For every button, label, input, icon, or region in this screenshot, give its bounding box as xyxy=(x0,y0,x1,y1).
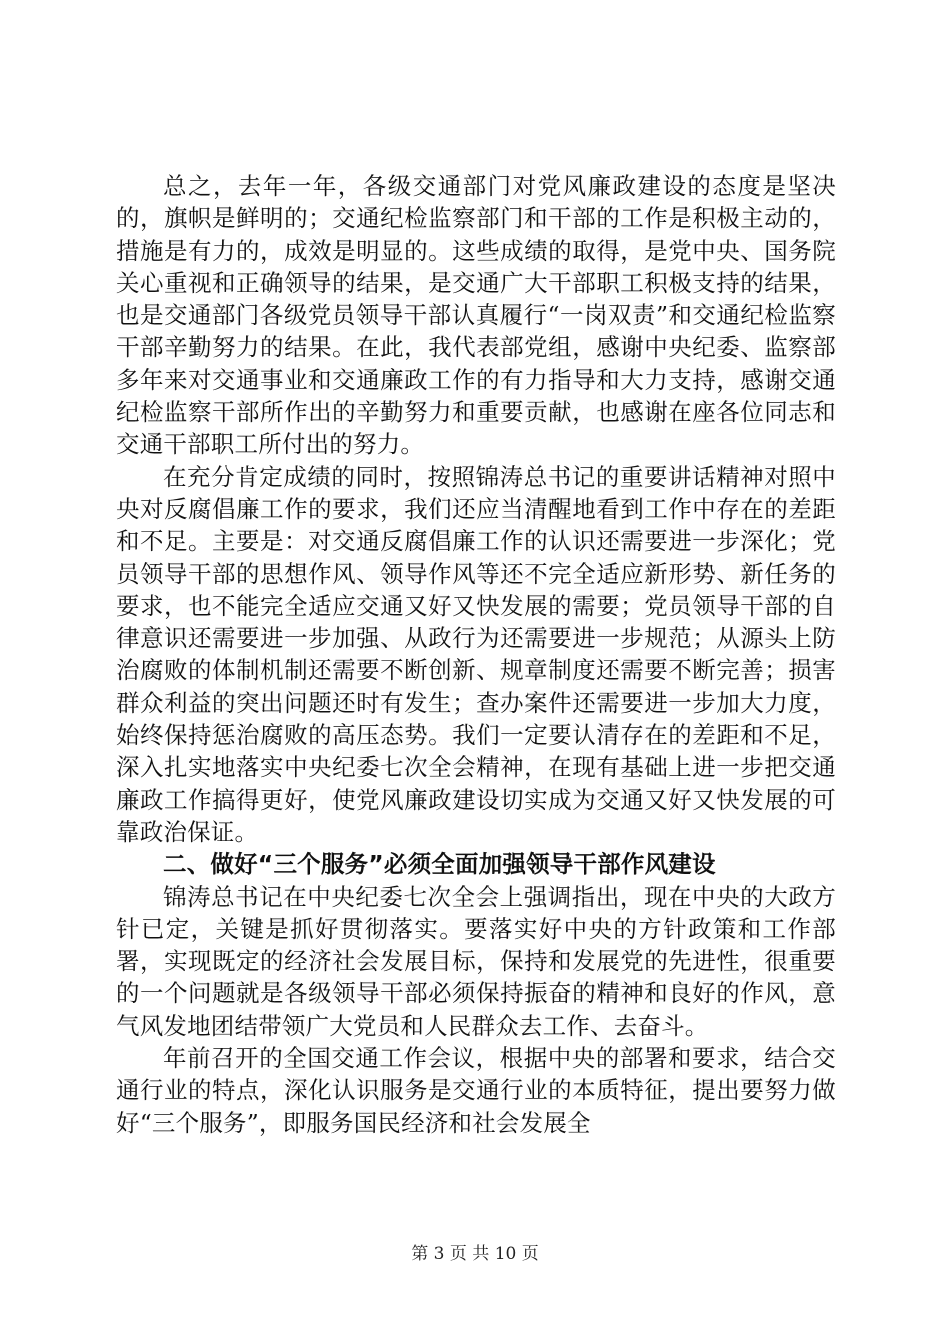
paragraph: 在充分肯定成绩的同时，按照锦涛总书记的重要讲话精神对照中央对反腐倡廉工作的要求，我们还应当清醒地看到工作中存在的差距和不足。主要是：对交通反腐倡廉工作的认识还需要进一步深化；党员领导干部的思想作风、领导作风等还不完全适应新形势、新任务的要求，也不能完全适应交通又好又快发展的需要；党员领导干部的自律意识还需要进一步加强、从政行为还需要进一步规范；从源头上防治腐败的体制机制还需要不断创新、规章制度还需要不断完善；损害群众利益的突出问题还时有发生；查办案件还需要进一步加大力度，始终保持惩治腐败的高压态势。我们一定要认清存在的差距和不足，深入扎实地落实中央纪委七次全会精神，在现有基础上进一步把交通廉政工作搞得更好，使党风廉政建设切实成为交通又好又快发展的可靠政治保证。 xyxy=(116,462,836,846)
paragraph: 锦涛总书记在中央纪委七次全会上强调指出，现在中央的大政方针已定，关键是抓好贯彻落实。要落实好中央的方针政策和工作部署，实现既定的经济社会发展目标，保持和发展党的先进性，很重要的一个问题就是各级领导干部必须保持振奋的精神和良好的作风，意气风发地团结带领广大党员和人民群众去工作、去奋斗。 xyxy=(116,882,836,1040)
section-heading: 二、做好“三个服务”必须全面加强领导干部作风建设 xyxy=(163,850,716,879)
page-footer: 第 3 页 共 10 页 xyxy=(411,1244,539,1264)
paragraph: 总之，去年一年，各级交通部门对党风廉政建设的态度是坚决的，旗帜是鲜明的；交通纪检监察部门和干部的工作是积极主动的，措施是有力的，成效是明显的。这些成绩的取得，是党中央、国务院关心重视和正确领导的结果，是交通广大干部职工积极支持的结果，也是交通部门各级党员领导干部认真履行“一岗双责”和交通纪检监察干部辛勤努力的结果。在此，我代表部党组，感谢中央纪委、监察部多年来对交通事业和交通廉政工作的有力指导和大力支持，感谢交通纪检监察干部所作出的辛勤努力和重要贡献，也感谢在座各位同志和交通干部职工所付出的努力。 xyxy=(116,172,836,459)
paragraph: 年前召开的全国交通工作会议，根据中央的部署和要求，结合交通行业的特点，深化认识服务是交通行业的本质特征，提出要努力做好“三个服务”，即服务国民经济和社会发展全 xyxy=(116,1044,836,1137)
document-body xyxy=(116,170,836,1139)
